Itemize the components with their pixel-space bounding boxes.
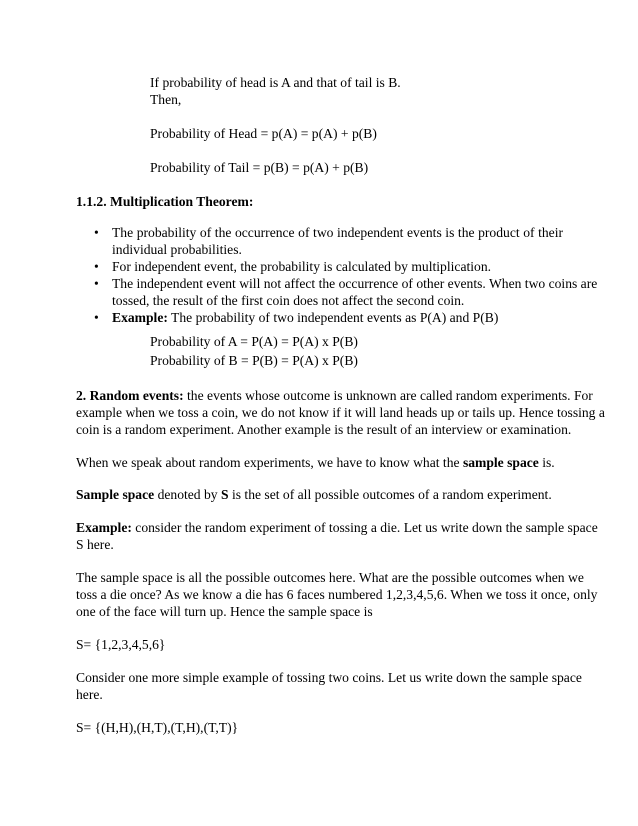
random-events-text: the events whose outcome is unknown are called random experiments. For bbox=[183, 388, 593, 403]
bullet-3-line-1: The independent event will not affect the occurrence of other events. When two coins are bbox=[112, 276, 598, 291]
multiplication-theorem-heading: 1.1.2. Multiplication Theorem: bbox=[76, 194, 254, 209]
coin-sample-space-set: S= {(H,H),(H,T),(T,H),(T,T)} bbox=[76, 720, 239, 735]
coins-line-2: here. bbox=[76, 687, 103, 702]
example-die-line-1 bbox=[76, 519, 598, 536]
tail-probability-formula: Probability of Tail = p(B) = p(A) + p(B) bbox=[150, 160, 369, 175]
formula-a: Probability of A = P(A) = P(A) x P(B) bbox=[150, 334, 358, 349]
sample-space-post: is the set of all possible outcomes of a random experiment. bbox=[228, 487, 552, 502]
example-die-text: consider the random experiment of tossing a die. Let us write down the sample space bbox=[131, 520, 598, 535]
speak-paragraph bbox=[76, 454, 555, 471]
head-probability-formula: Probability of Head = p(A) = p(A) + p(B) bbox=[150, 126, 377, 141]
sample-space-symbol: S bbox=[221, 487, 229, 502]
intro-line-1: If probability of head is A and that of tail is B. bbox=[150, 75, 401, 90]
speak-pre: When we speak about random experiments, we have to know what the bbox=[76, 455, 463, 470]
example-die-label: Example: bbox=[76, 520, 132, 535]
sample-space-mid: denoted by bbox=[154, 487, 221, 502]
sample-space-definition bbox=[76, 486, 552, 503]
bullet-1-line-2: individual probabilities. bbox=[112, 242, 242, 257]
speak-bold: sample space bbox=[462, 455, 539, 470]
random-events-heading: 2. Random events: bbox=[76, 388, 184, 403]
bullet-4-bold: Example: bbox=[112, 310, 168, 325]
die-outcomes-line-3: one of the face will turn up. Hence the sample space is bbox=[76, 604, 373, 619]
speak-post: is. bbox=[538, 455, 555, 470]
coins-line-1: Consider one more simple example of tossing two coins. Let us write down the sample space bbox=[76, 670, 582, 685]
bullet-marker: • bbox=[94, 259, 99, 274]
formula-b: Probability of B = P(B) = P(A) x P(B) bbox=[150, 353, 358, 368]
die-outcomes-line-1: The sample space is all the possible outcomes here. What are the possible outcomes when we bbox=[76, 570, 584, 585]
bullet-2-line-1: For independent event, the probability is calculated by multiplication. bbox=[112, 259, 492, 274]
random-events-line-1 bbox=[76, 387, 593, 404]
die-sample-space-set: S= {1,2,3,4,5,6} bbox=[76, 637, 166, 652]
bullet-4-line-1 bbox=[112, 309, 498, 326]
sample-space-term: Sample space bbox=[76, 487, 155, 502]
die-outcomes-line-2: toss a die once? As we know a die has 6 faces numbered 1,2,3,4,5,6. When we toss it once, only bbox=[76, 587, 598, 602]
example-die-line-2: S here. bbox=[76, 537, 114, 552]
bullet-marker: • bbox=[94, 225, 99, 240]
random-events-line-2: example when we toss a coin, we do not know if it will land heads up or tails up. Hence tossing a bbox=[76, 405, 605, 420]
bullet-1-line-1: The probability of the occurrence of two independent events is the product of their bbox=[112, 225, 563, 240]
bullet-marker: • bbox=[94, 310, 99, 325]
random-events-line-3: coin is a random experiment. Another example is the result of an interview or examination. bbox=[76, 422, 572, 437]
intro-line-2: Then, bbox=[150, 92, 182, 107]
bullet-4-text: The probability of two independent events as P(A) and P(B) bbox=[167, 310, 499, 325]
bullet-3-line-2: tossed, the result of the first coin does not affect the second coin. bbox=[112, 293, 465, 308]
bullet-marker: • bbox=[94, 276, 99, 291]
